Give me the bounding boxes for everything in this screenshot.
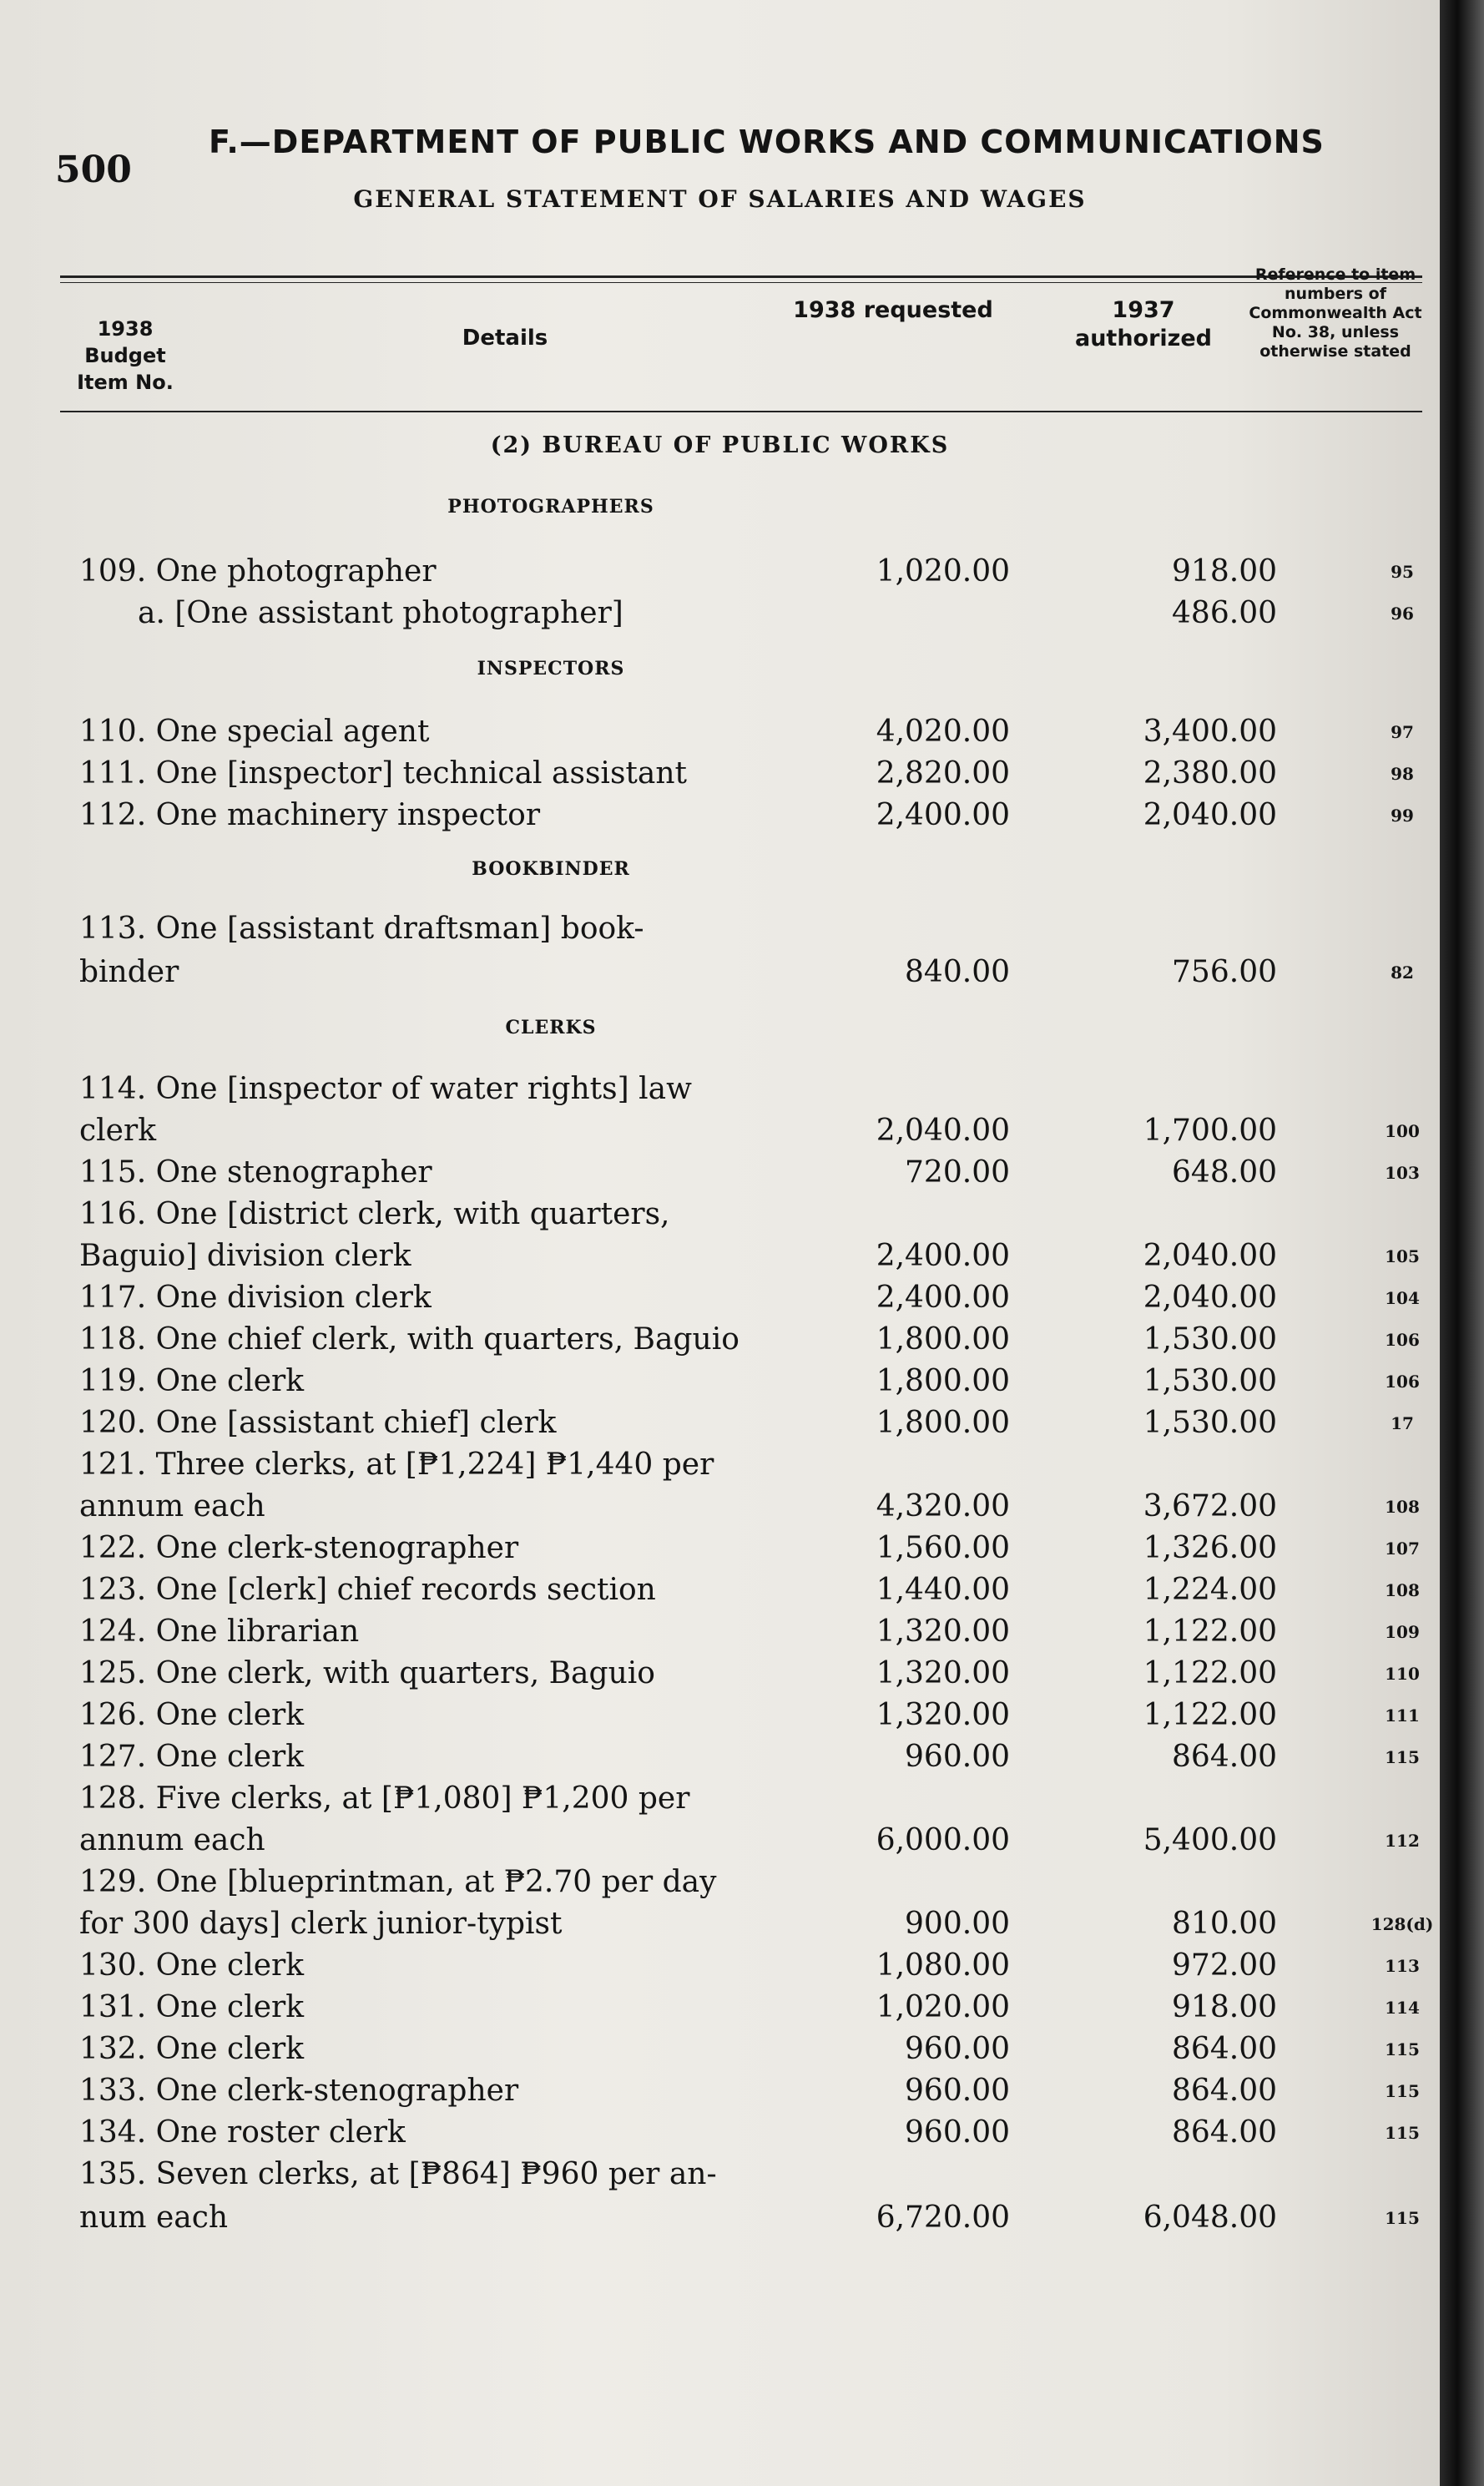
requested-amount: 4,020.00: [876, 715, 1010, 749]
row-label: 121. Three clerks, at [₱1,224] ₱1,440 per: [79, 1448, 714, 1482]
table-row-continued: [0, 952, 1440, 993]
book-gutter: [1440, 0, 1484, 2486]
reference-number: 99: [1391, 806, 1414, 826]
column-requested: 1938 requested: [793, 297, 993, 323]
requested-amount: 900.00: [905, 1907, 1010, 1941]
table-row: [0, 1987, 1440, 2029]
authorized-amount: 1,700.00: [1143, 1114, 1277, 1148]
table-row: [0, 908, 1440, 950]
requested-amount: 960.00: [905, 1740, 1010, 1774]
row-label: 117. One division clerk: [79, 1281, 432, 1315]
requested-amount: 2,040.00: [876, 1114, 1010, 1148]
row-label: 113. One [assistant draftsman] book-: [79, 912, 644, 946]
authorized-amount: 1,530.00: [1143, 1322, 1277, 1357]
row-label: a. [One assistant photographer]: [138, 596, 623, 630]
row-label-continued: num each: [79, 2201, 229, 2235]
authorized-amount: 2,040.00: [1143, 1239, 1277, 1273]
reference-number: 105: [1385, 1246, 1420, 1266]
section-photographers: PHOTOGRAPHERS: [447, 496, 654, 518]
section-clerks: CLERKS: [505, 1017, 597, 1038]
row-label: 111. One [inspector] technical assistant: [79, 756, 687, 791]
row-label: 115. One stenographer: [79, 1155, 432, 1190]
reference-number: 113: [1385, 1956, 1420, 1976]
row-label: 133. One clerk-stenographer: [79, 2074, 519, 2108]
row-label: 116. One [district clerk, with quarters,: [79, 1197, 670, 1231]
table-row: [0, 1402, 1440, 1444]
row-label-continued: clerk: [79, 1114, 157, 1148]
authorized-amount: 864.00: [1172, 2074, 1277, 2108]
row-label: 112. One machinery inspector: [79, 798, 541, 832]
table-row: [0, 593, 1440, 634]
table-row: [0, 753, 1440, 795]
row-label: 109. One photographer: [79, 554, 437, 589]
requested-amount: 2,400.00: [876, 1281, 1010, 1315]
authorized-amount: 864.00: [1172, 2032, 1277, 2066]
row-label: 132. One clerk: [79, 2032, 305, 2066]
table-row: [0, 1611, 1440, 1653]
reference-number: 95: [1391, 562, 1414, 582]
table-row-continued: [0, 2197, 1440, 2239]
reference-number: 106: [1385, 1372, 1420, 1392]
requested-amount: 1,560.00: [876, 1531, 1010, 1565]
column-details: Details: [462, 326, 548, 351]
table-row: [0, 1778, 1440, 1820]
bureau-heading: (2) BUREAU OF PUBLIC WORKS: [490, 432, 950, 458]
authorized-amount: 1,224.00: [1143, 1573, 1277, 1607]
reference-number: 112: [1385, 1831, 1420, 1851]
authorized-amount: 1,530.00: [1143, 1406, 1277, 1440]
reference-number: 103: [1385, 1163, 1420, 1183]
reference-number: 104: [1385, 1288, 1420, 1308]
authorized-amount: 864.00: [1172, 1740, 1277, 1774]
header-top-rule: [60, 275, 1422, 278]
requested-amount: 1,800.00: [876, 1364, 1010, 1398]
requested-amount: 1,800.00: [876, 1322, 1010, 1357]
row-label: 110. One special agent: [79, 715, 430, 749]
row-label: 118. One chief clerk, with quarters, Baguio: [79, 1322, 739, 1357]
reference-number: 17: [1391, 1413, 1414, 1433]
authorized-amount: 648.00: [1172, 1155, 1277, 1190]
table-row: [0, 1277, 1440, 1319]
table-row: [0, 1528, 1440, 1569]
row-label: 135. Seven clerks, at [₱864] ₱960 per an-: [79, 2157, 717, 2191]
reference-number: 108: [1385, 1580, 1420, 1600]
department-title: F.—DEPARTMENT OF PUBLIC WORKS AND COMMUNICATIONS: [209, 124, 1325, 160]
requested-amount: 2,820.00: [876, 756, 1010, 791]
authorized-amount: 1,326.00: [1143, 1531, 1277, 1565]
authorized-amount: 3,672.00: [1143, 1489, 1277, 1523]
authorized-amount: 2,380.00: [1143, 756, 1277, 791]
row-label: 126. One clerk: [79, 1698, 305, 1732]
row-label-continued: annum each: [79, 1489, 265, 1523]
row-label: 129. One [blueprintman, at ₱2.70 per day: [79, 1865, 717, 1899]
row-label: 127. One clerk: [79, 1740, 305, 1774]
column-authorized: 1937 authorized: [1074, 297, 1213, 351]
requested-amount: 6,000.00: [876, 1823, 1010, 1857]
requested-amount: 960.00: [905, 2115, 1010, 2150]
requested-amount: 960.00: [905, 2074, 1010, 2108]
table-row: [0, 1069, 1440, 1110]
row-label: 119. One clerk: [79, 1364, 305, 1398]
statement-title: GENERAL STATEMENT OF SALARIES AND WAGES: [353, 185, 1087, 213]
authorized-amount: 2,040.00: [1143, 1281, 1277, 1315]
table-row: [0, 1569, 1440, 1611]
reference-number: 82: [1391, 963, 1414, 983]
reference-number: 115: [1385, 2039, 1420, 2059]
reference-number: 115: [1385, 2123, 1420, 2143]
table-row: [0, 2070, 1440, 2112]
page-number: 500: [55, 149, 132, 191]
requested-amount: 720.00: [905, 1155, 1010, 1190]
header-top-rule-thin: [60, 282, 1422, 283]
requested-amount: 1,320.00: [876, 1614, 1010, 1649]
table-row-continued: [0, 1486, 1440, 1528]
authorized-amount: 5,400.00: [1143, 1823, 1277, 1857]
table-row: [0, 1152, 1440, 1194]
table-row-continued: [0, 1820, 1440, 1862]
requested-amount: 6,720.00: [876, 2201, 1010, 2235]
table-row: [0, 2029, 1440, 2070]
row-label-continued: annum each: [79, 1823, 265, 1857]
row-label: 134. One roster clerk: [79, 2115, 406, 2150]
authorized-amount: 864.00: [1172, 2115, 1277, 2150]
authorized-amount: 972.00: [1172, 1948, 1277, 1983]
authorized-amount: 1,122.00: [1143, 1614, 1277, 1649]
requested-amount: 1,320.00: [876, 1698, 1010, 1732]
row-label-continued: for 300 days] clerk junior-typist: [79, 1907, 563, 1941]
authorized-amount: 486.00: [1172, 596, 1277, 630]
requested-amount: 1,440.00: [876, 1573, 1010, 1607]
table-row: [0, 1945, 1440, 1987]
reference-number: 115: [1385, 2081, 1420, 2101]
row-label: 120. One [assistant chief] clerk: [79, 1406, 557, 1440]
authorized-amount: 810.00: [1172, 1907, 1277, 1941]
reference-number: 115: [1385, 1747, 1420, 1767]
table-row: [0, 711, 1440, 753]
requested-amount: 2,400.00: [876, 798, 1010, 832]
requested-amount: 4,320.00: [876, 1489, 1010, 1523]
requested-amount: 1,020.00: [876, 554, 1010, 589]
table-row: [0, 795, 1440, 836]
table-row-continued: [0, 1903, 1440, 1945]
column-item: 1938 Budget Item No.: [77, 317, 174, 394]
authorized-amount: 918.00: [1172, 1990, 1277, 2024]
row-label-continued: binder: [79, 955, 179, 989]
table-row: [0, 1361, 1440, 1402]
reference-number: 114: [1385, 1998, 1420, 2018]
header-bottom-rule: [60, 411, 1422, 412]
reference-number: 109: [1385, 1622, 1420, 1642]
table-row: [0, 1736, 1440, 1778]
table-row-continued: [0, 1110, 1440, 1152]
authorized-amount: 918.00: [1172, 554, 1277, 589]
table-row: [0, 551, 1440, 593]
requested-amount: 1,800.00: [876, 1406, 1010, 1440]
requested-amount: 1,080.00: [876, 1948, 1010, 1983]
table-row: [0, 1194, 1440, 1235]
row-label: 125. One clerk, with quarters, Baguio: [79, 1656, 655, 1690]
row-label: 128. Five clerks, at [₱1,080] ₱1,200 per: [79, 1781, 690, 1816]
table-row: [0, 2112, 1440, 2154]
table-row: [0, 2154, 1440, 2195]
section-bookbinder: BOOKBINDER: [472, 858, 630, 880]
table-row-continued: [0, 1235, 1440, 1277]
reference-number: 115: [1385, 2208, 1420, 2228]
row-label: 124. One librarian: [79, 1614, 360, 1649]
authorized-amount: 1,122.00: [1143, 1656, 1277, 1690]
authorized-amount: 1,530.00: [1143, 1364, 1277, 1398]
reference-number: 108: [1385, 1497, 1420, 1517]
authorized-amount: 2,040.00: [1143, 798, 1277, 832]
authorized-amount: 1,122.00: [1143, 1698, 1277, 1732]
reference-number: 111: [1385, 1705, 1420, 1726]
requested-amount: 1,320.00: [876, 1656, 1010, 1690]
reference-number: 106: [1385, 1330, 1420, 1350]
row-label: 131. One clerk: [79, 1990, 305, 2024]
reference-number: 107: [1385, 1539, 1420, 1559]
authorized-amount: 756.00: [1172, 955, 1277, 989]
row-label: 130. One clerk: [79, 1948, 305, 1983]
requested-amount: 840.00: [905, 955, 1010, 989]
reference-number: 110: [1385, 1664, 1420, 1684]
section-inspectors: INSPECTORS: [477, 658, 625, 680]
column-reference: Reference to item numbers of Commonwealth Act No. 38, unless otherwise stated: [1249, 265, 1422, 361]
authorized-amount: 6,048.00: [1143, 2201, 1277, 2235]
table-row: [0, 1862, 1440, 1903]
row-label: 114. One [inspector of water rights] law: [79, 1072, 692, 1106]
reference-number: 128(d): [1370, 1914, 1434, 1934]
table-row: [0, 1653, 1440, 1695]
table-row: [0, 1695, 1440, 1736]
row-label: 122. One clerk-stenographer: [79, 1531, 519, 1565]
table-row: [0, 1319, 1440, 1361]
table-row: [0, 1444, 1440, 1486]
reference-number: 97: [1391, 722, 1414, 742]
authorized-amount: 3,400.00: [1143, 715, 1277, 749]
row-label-continued: Baguio] division clerk: [79, 1239, 411, 1273]
reference-number: 96: [1391, 604, 1414, 624]
row-label: 123. One [clerk] chief records section: [79, 1573, 656, 1607]
reference-number: 100: [1385, 1121, 1420, 1141]
requested-amount: 1,020.00: [876, 1990, 1010, 2024]
reference-number: 98: [1391, 764, 1414, 784]
requested-amount: 960.00: [905, 2032, 1010, 2066]
requested-amount: 2,400.00: [876, 1239, 1010, 1273]
